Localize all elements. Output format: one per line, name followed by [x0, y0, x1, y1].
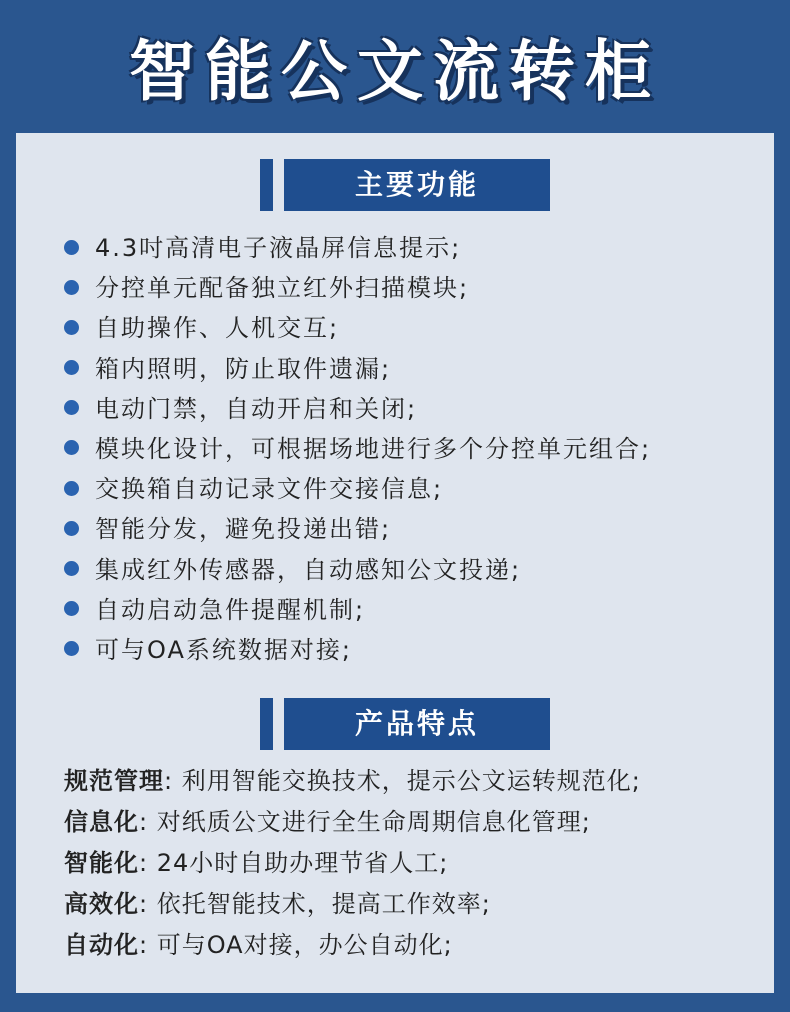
bullet-dot-icon — [64, 521, 79, 536]
feature-text: 自助操作、人机交互; — [95, 314, 340, 343]
page-title: 智能公文流转柜 — [129, 33, 661, 110]
features-heading: 主要功能 — [284, 159, 550, 211]
bullet-dot-icon — [64, 240, 79, 255]
bullet-dot-icon — [64, 561, 79, 576]
feature-text: 箱内照明，防止取件遗漏; — [95, 354, 392, 383]
list-item — [64, 590, 764, 630]
feature-text: 自动启动急件提醒机制; — [95, 595, 366, 624]
trait-key: 规范管理 — [64, 767, 164, 795]
trait-key: 高效化 — [64, 890, 139, 918]
bullet-dot-icon — [64, 481, 79, 496]
list-item — [64, 469, 764, 509]
feature-text: 智能分发，避免投递出错; — [95, 515, 392, 544]
bullet-dot-icon — [64, 641, 79, 656]
list-item — [64, 349, 764, 389]
feature-text: 模块化设计，可根据场地进行多个分控单元组合; — [95, 434, 652, 463]
trait-text: : 对纸质公文进行全生命周期信息化管理; — [139, 808, 591, 836]
list-item — [64, 429, 764, 469]
traits-list — [64, 761, 764, 966]
bullet-dot-icon — [64, 601, 79, 616]
traits-heading: 产品特点 — [284, 698, 550, 750]
trait-key: 信息化 — [64, 808, 139, 836]
bullet-dot-icon — [64, 320, 79, 335]
trait-key: 智能化 — [64, 849, 139, 877]
feature-text: 交换箱自动记录文件交接信息; — [95, 475, 444, 504]
trait-text: : 利用智能交换技术，提示公文运转规范化; — [164, 767, 641, 795]
feature-text: 分控单元配备独立红外扫描模块; — [95, 274, 470, 303]
content-panel — [16, 133, 774, 993]
list-item — [64, 630, 764, 670]
trait-row — [64, 761, 764, 802]
trait-row — [64, 884, 764, 925]
section-header-accent-bar — [260, 698, 273, 750]
list-item — [64, 389, 764, 429]
trait-text: : 24小时自助办理节省人工; — [139, 849, 449, 877]
features-list — [64, 228, 764, 670]
section-header-accent-bar — [260, 159, 273, 211]
trait-key: 自动化 — [64, 931, 139, 959]
feature-text: 可与OA系统数据对接; — [95, 635, 352, 664]
trait-text: : 可与OA对接，办公自动化; — [139, 931, 453, 959]
feature-text: 4.3吋高清电子液晶屏信息提示; — [95, 234, 462, 262]
bullet-dot-icon — [64, 280, 79, 295]
feature-text: 电动门禁，自动开启和关闭; — [95, 394, 418, 423]
bullet-dot-icon — [64, 400, 79, 415]
bullet-dot-icon — [64, 440, 79, 455]
list-item — [64, 550, 764, 590]
list-item — [64, 509, 764, 549]
bullet-dot-icon — [64, 360, 79, 375]
trait-row — [64, 843, 764, 884]
features-section-header — [260, 159, 550, 211]
trait-row — [64, 802, 764, 843]
trait-text: : 依托智能技术，提高工作效率; — [139, 890, 491, 918]
list-item — [64, 268, 764, 308]
traits-section-header — [260, 698, 550, 750]
trait-row — [64, 925, 764, 966]
list-item — [64, 228, 764, 268]
list-item — [64, 308, 764, 348]
feature-text: 集成红外传感器，自动感知公文投递; — [95, 555, 522, 584]
